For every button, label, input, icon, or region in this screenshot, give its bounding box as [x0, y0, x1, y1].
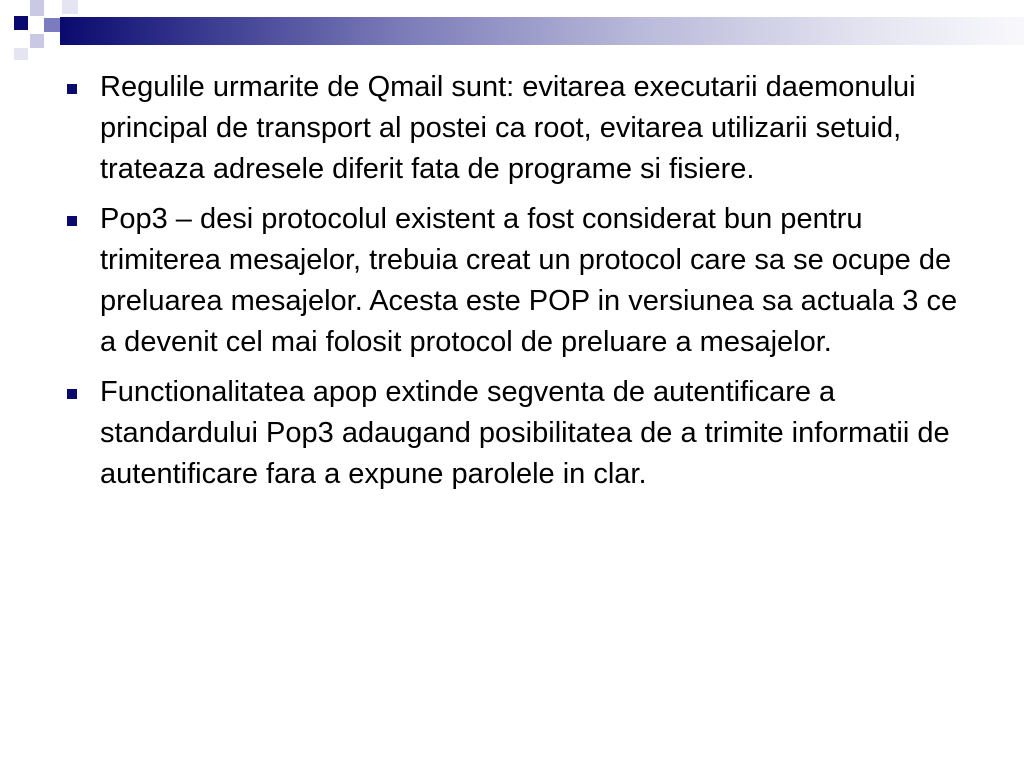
decor-square-pale-lower: [30, 34, 44, 48]
bullet-item: [60, 199, 960, 363]
bullet-text: Functionalitatea apop extinde segventa de autentificare a standardului Pop3 adaugand posibilitatea de a trimite informatii de autentificare fara a expune parolele in clar.: [100, 376, 950, 490]
bullet-item: [60, 372, 960, 495]
square-bullet-icon: [67, 216, 77, 226]
decor-square-light-lower: [14, 48, 28, 60]
bullet-text: Regulile urmarite de Qmail sunt: evitarea executarii daemonului principal de transport al postei ca root, evitarea utilizarii setuid, trateaza adresele diferit fata de programe si fisiere.: [100, 71, 916, 185]
header-gradient-bar: [60, 17, 1024, 45]
decor-square-light: [62, 0, 78, 14]
square-bullet-icon: [67, 84, 77, 94]
decor-square-mid: [44, 18, 60, 32]
bullet-text: Pop3 – desi protocolul existent a fost considerat bun pentru trimiterea mesajelor, trebuia creat un protocol care sa se ocupe de preluarea mesajelor. Acesta este POP in versiunea sa actuala 3 ce a devenit cel mai folosit protocol de preluare a mesajelor.: [100, 203, 958, 358]
bullet-list: [60, 67, 960, 495]
decor-square-navy: [14, 16, 28, 30]
square-bullet-icon: [67, 389, 77, 399]
slide-content: [60, 67, 960, 504]
bullet-item: [60, 67, 960, 190]
decor-square-pale: [30, 0, 44, 16]
